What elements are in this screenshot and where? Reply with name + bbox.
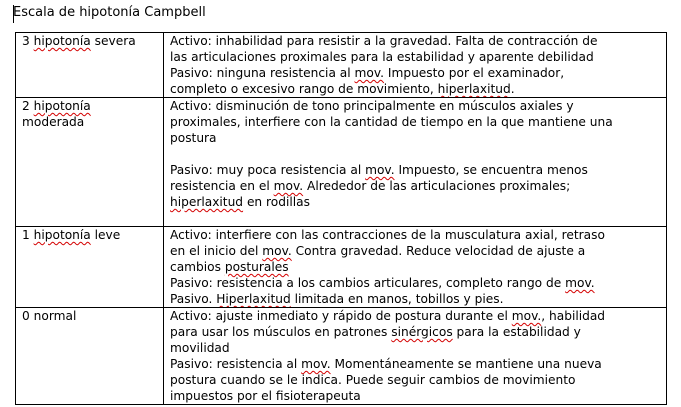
description-cell — [164, 308, 667, 405]
description-cell — [164, 227, 667, 308]
campbell-hypotonia-table — [15, 32, 667, 405]
description-line: las articulaciones proximales para la estabilidad y aparente debilidad — [170, 50, 594, 64]
description-line: Activo: interfiere con las contracciones de la musculatura axial, retraso — [170, 228, 605, 242]
level-label: 2 hipotonía — [22, 99, 91, 113]
description-line: completo o excesivo rango de movimiento, hiperlaxitud. — [170, 82, 515, 96]
level-label: 1 hipotonía leve — [22, 228, 121, 242]
description-line: movilidad — [170, 341, 230, 355]
description-line: Pasivo. Hiperlaxitud limitada en manos, tobillos y pies. — [170, 292, 504, 306]
description-line: cambios posturales — [170, 260, 289, 274]
description-line: postura cuando se le indica. Puede seguir cambios de movimiento — [170, 373, 576, 387]
table-row — [16, 308, 667, 405]
level-label: 3 hipotonía severa — [22, 34, 136, 48]
description-line: postura — [170, 131, 217, 145]
description-line: Activo: ajuste inmediato y rápido de postura durante el mov., habilidad — [170, 309, 606, 323]
description-line: Activo: disminución de tono principalmente en músculos axiales y — [170, 99, 574, 113]
description-line — [170, 146, 662, 162]
table-row — [16, 98, 667, 227]
description-line: para usar los músculos en patrones sinérgicos para la estabilidad y — [170, 325, 581, 339]
page-title: Escala de hipotonía Campbell — [13, 5, 206, 20]
description-line — [170, 210, 662, 226]
level-label: moderada — [22, 115, 85, 129]
description-line: en el inicio del mov. Contra gravedad. Reduce velocidad de ajuste a — [170, 244, 586, 258]
level-label: 0 normal — [22, 309, 77, 323]
description-line: hiperlaxitud en rodillas — [170, 195, 310, 209]
level-cell — [16, 227, 164, 308]
description-line: proximales, interfiere con la cantidad de tiempo en la que mantiene una — [170, 115, 613, 129]
description-line: Pasivo: muy poca resistencia al mov. Impuesto, se encuentra menos — [170, 163, 588, 177]
description-line: resistencia en el mov. Alrededor de las articulaciones proximales; — [170, 179, 571, 193]
level-cell — [16, 308, 164, 405]
description-line: Pasivo: resistencia al mov. Momentáneamente se mantiene una nueva — [170, 357, 602, 371]
table-row — [16, 227, 667, 308]
level-cell — [16, 98, 164, 227]
level-cell — [16, 33, 164, 98]
description-line: Pasivo: resistencia a los cambios articulares, completo rango de mov. — [170, 276, 595, 290]
description-line: Activo: inhabilidad para resistir a la gravedad. Falta de contracción de — [170, 34, 598, 48]
description-line: impuestos por el fisioterapeuta — [170, 389, 361, 403]
table-row — [16, 33, 667, 98]
description-line: Pasivo: ninguna resistencia al mov. Impuesto por el examinador, — [170, 66, 565, 80]
description-cell — [164, 33, 667, 98]
description-cell — [164, 98, 667, 227]
